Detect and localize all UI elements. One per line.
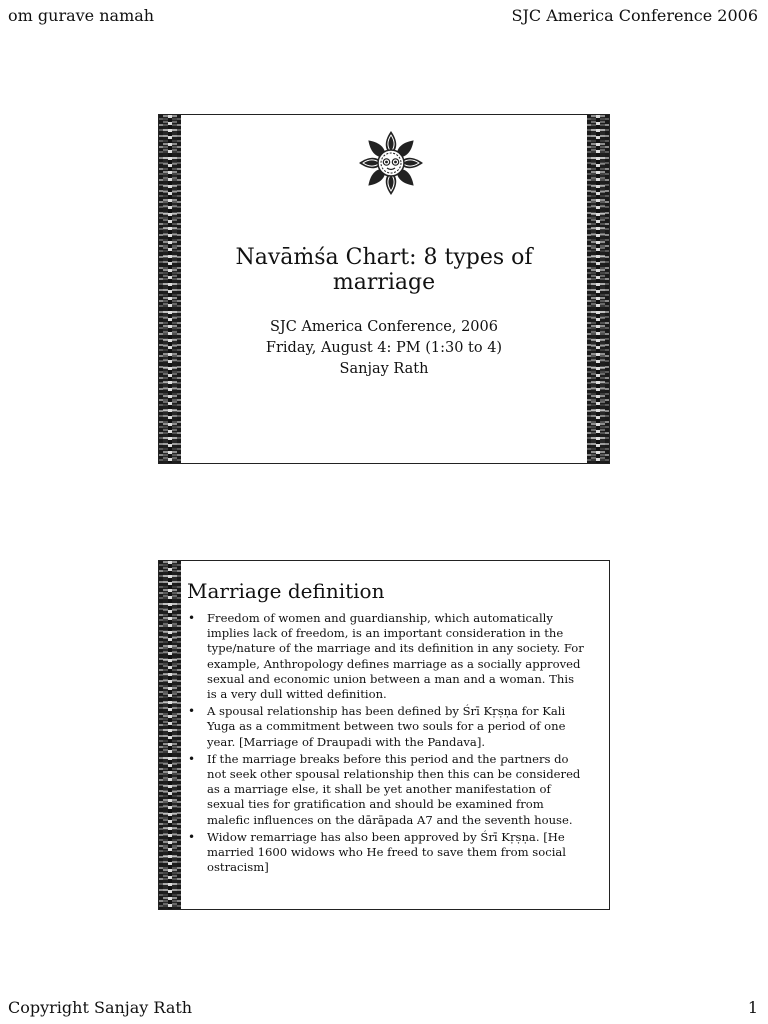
bullet-item: • Freedom of women and guardianship, which automatically implies lack of freedom, is an important consideration in the type/nature of the marriage and its definition in any society. For example, Anthropology defines marriage as a socially approved sexual and economic union between a man and a woman. This is a very dull witted definition. (187, 611, 587, 702)
footer-copyright: Copyright Sanjay Rath (8, 998, 193, 1017)
slide-2-title: Marriage definition (187, 579, 385, 603)
header-right-text: SJC America Conference 2006 (511, 6, 758, 25)
lotus-jagannath-icon (357, 129, 425, 197)
bullet-list (187, 611, 587, 877)
page-number: 1 (747, 998, 758, 1017)
decorative-border-left (159, 561, 181, 909)
decorative-border-left (159, 115, 181, 463)
slide-1-title: Navāṁśa Chart: 8 types of marriage (235, 245, 533, 295)
subtitle-line-conference: SJC America Conference, 2006 (270, 319, 498, 335)
decorative-border-right (587, 115, 609, 463)
subtitle-line-date: Friday, August 4: PM (1:30 to 4) (265, 340, 503, 356)
slide-1-title-slide (158, 114, 610, 464)
bullet-item: • If the marriage breaks before this period and the partners do not seek other spousal relationship then this can be considered as a marriage else, it shall be yet another manifestation of sexual ties for gratification and should be examined from malefic influences on the dārāpada A7 and the seventh house. (187, 752, 587, 828)
slide-1-subtitle (183, 317, 585, 380)
bullet-item: • A spousal relationship has been defined by Śrī Kṛṣṇa for Kali Yuga as a commitment between two souls for a period of one year. [Marriage of Draupadi with the Pandava]. (187, 704, 587, 750)
subtitle-line-author: Sanjay Rath (339, 361, 429, 377)
bullet-item: • Widow remarriage has also been approved by Śrī Kṛṣṇa. [He married 1600 widows who He freed to save them from social ostracism] (187, 830, 587, 876)
header-left-text: om gurave namah (8, 6, 155, 25)
slide-2-marriage-definition (158, 560, 610, 910)
